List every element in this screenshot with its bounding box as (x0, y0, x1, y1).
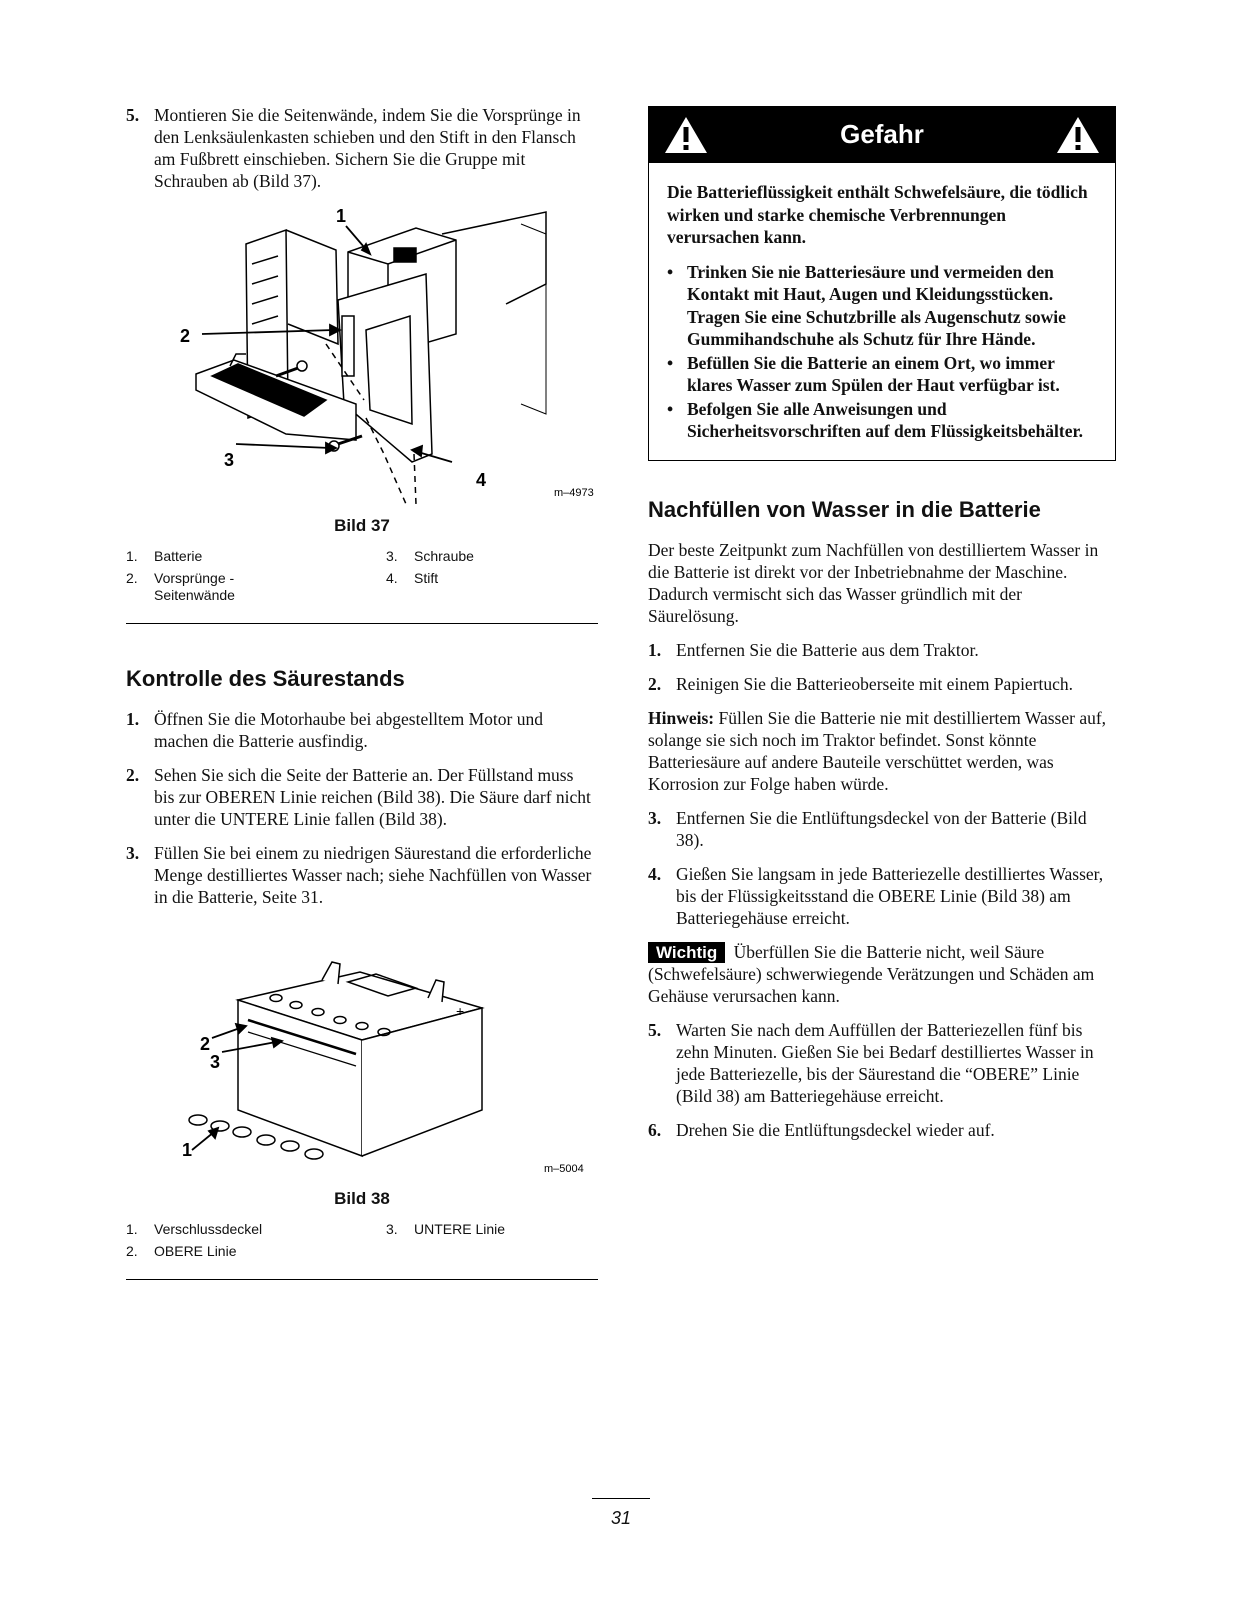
figure-38-callout-1: 1 (182, 1140, 193, 1160)
acid-level-section (126, 666, 598, 920)
figure-37-legend: 1. Batterie 2. Vorsprünge - Seitenwände 3. Schraube 4. Stift (126, 548, 474, 603)
step-5: 5. Montieren Sie die Seitenwände, indem Sie die Vorsprünge in den Lenksäulenkasten schieben und den Stift in den Flansch am Fußbrett einschieben. Sichern Sie die Gruppe mit Schrauben ab (Bild 37). (126, 105, 581, 191)
danger-list (667, 261, 1097, 443)
danger-warning-box (648, 106, 1116, 461)
figure-38-callout-2: 2 (200, 1034, 211, 1054)
step-4: 4. Gießen Sie langsam in jede Batteriezelle destilliertes Wasser, bis der Flüssigkeitsstand die OBERE Linie (Bild 38) am Batteriegehäuse erreicht. (648, 863, 1104, 928)
step-3: 3. Entfernen Sie die Entlüftungsdeckel von der Batterie (Bild 38). (648, 807, 1087, 850)
section-divider (126, 1279, 598, 1280)
danger-header (649, 107, 1115, 163)
figure-38-illustration (126, 950, 598, 1180)
step-1: 1. Entfernen Sie die Batterie aus dem Traktor. (648, 639, 979, 660)
section-divider (126, 623, 598, 624)
right-column (648, 106, 1116, 1153)
note-label: Hinweis: (648, 707, 715, 728)
step-5: 5. Warten Sie nach dem Auffüllen der Batteriezellen fünf bis zehn Minuten. Gießen Sie bei Bedarf destilliertes Wasser in jede Batteriezelle, bis der Säurestand die “OBERE” Linie (Bild 38) am Batteriegehäuse erreicht. (648, 1019, 1094, 1106)
section-heading: Nachfüllen von Wasser in die Batterie (648, 496, 1041, 522)
figure-37-code: m–4973 (554, 487, 594, 499)
danger-title: Gefahr (840, 119, 924, 149)
page-number: 31 (610, 1508, 632, 1528)
figure-38-legend: 1. Verschlussdeckel 2. OBERE Linie 3. UNTERE Linie (126, 1221, 506, 1259)
section-heading: Kontrolle des Säurestands (126, 666, 405, 691)
important-badge: Wichtig (648, 942, 725, 963)
step-6: 6. Drehen Sie die Entlüftungsdeckel wieder auf. (648, 1119, 995, 1140)
figure-37-callout-4: 4 (476, 470, 487, 490)
figure-37-callout-3: 3 (224, 450, 235, 470)
danger-body (649, 163, 1115, 460)
figure-37-callout-2: 2 (180, 326, 191, 346)
intro-paragraph: Der beste Zeitpunkt zum Nachfüllen von destilliertem Wasser in die Batterie ist direkt vor der Inbetriebnahme der Maschine. Dadurch vermischt sich das Wasser gründlich mit der Säurelösung. (648, 539, 1099, 626)
note-paragraph: Hinweis: Füllen Sie die Batterie nie mit destilliertem Wasser auf, solange sie sich noch im Traktor befindet. Sonst könnte Batteriesäure auf andere Bauteile verschüttet werden, was Korrosion zur Folge haben würde. (648, 707, 1107, 794)
figure-38-caption: Bild 38 (334, 1189, 390, 1208)
danger-bullet: • Befolgen Sie alle Anweisungen und Sicherheitsvorschriften auf dem Flüssigkeitsbehälter. (667, 398, 1097, 443)
figure-37-callout-1: 1 (336, 206, 347, 226)
step-2: 2. Sehen Sie sich die Seite der Batterie an. Der Füllstand muss bis zur OBEREN Linie reichen (Bild 38). Die Säure darf nicht unter die UNTERE Linie fallen (Bild 38). (126, 765, 591, 829)
svg-text:+: + (456, 1003, 465, 1019)
figure-38-code: m–5004 (544, 1163, 584, 1175)
figure-38 (126, 950, 598, 1265)
danger-intro: Die Batterieflüssigkeit enthält Schwefelsäure, die tödlich wirken und starke chemische Verbrennungen verursachen kann. (667, 182, 1088, 247)
figure-37-illustration (126, 204, 598, 514)
page-number-rule (592, 1498, 650, 1499)
figure-38-callout-3: 3 (210, 1052, 221, 1072)
step-3: 3. Füllen Sie bei einem zu niedrigen Säurestand die erforderliche Menge destilliertes Wasser nach; siehe Nachfüllen von Wasser in die Batterie, Seite 31. (126, 843, 592, 907)
step-2: 2. Reinigen Sie die Batterieoberseite mit einem Papiertuch. (648, 673, 1074, 694)
important-paragraph: Wichtig Überfüllen Sie die Batterie nicht, weil Säure (Schwefelsäure) schwerwiegende Verätzungen und Schäden am Gehäuse verursachen kann. (648, 941, 1095, 1006)
figure-37 (126, 204, 598, 514)
warning-triangle-icon (1055, 115, 1101, 155)
danger-bullet: • Befüllen Sie die Batterie an einem Ort, wo immer klares Wasser zum Spülen der Haut verfügbar ist. (667, 352, 1097, 397)
step-1: 1. Öffnen Sie die Motorhaube bei abgestelltem Motor und machen die Batterie ausfindig. (126, 709, 543, 751)
danger-bullet: • Trinken Sie nie Batteriesäure und vermeiden den Kontakt mit Haut, Augen und Kleidungsstücken. Tragen Sie eine Schutzbrille als Augenschutz sowie Gummihandschuhe als Schutz für Ihre Hände. (667, 261, 1097, 351)
figure-37-caption: Bild 37 (334, 516, 390, 535)
left-column (126, 104, 598, 608)
